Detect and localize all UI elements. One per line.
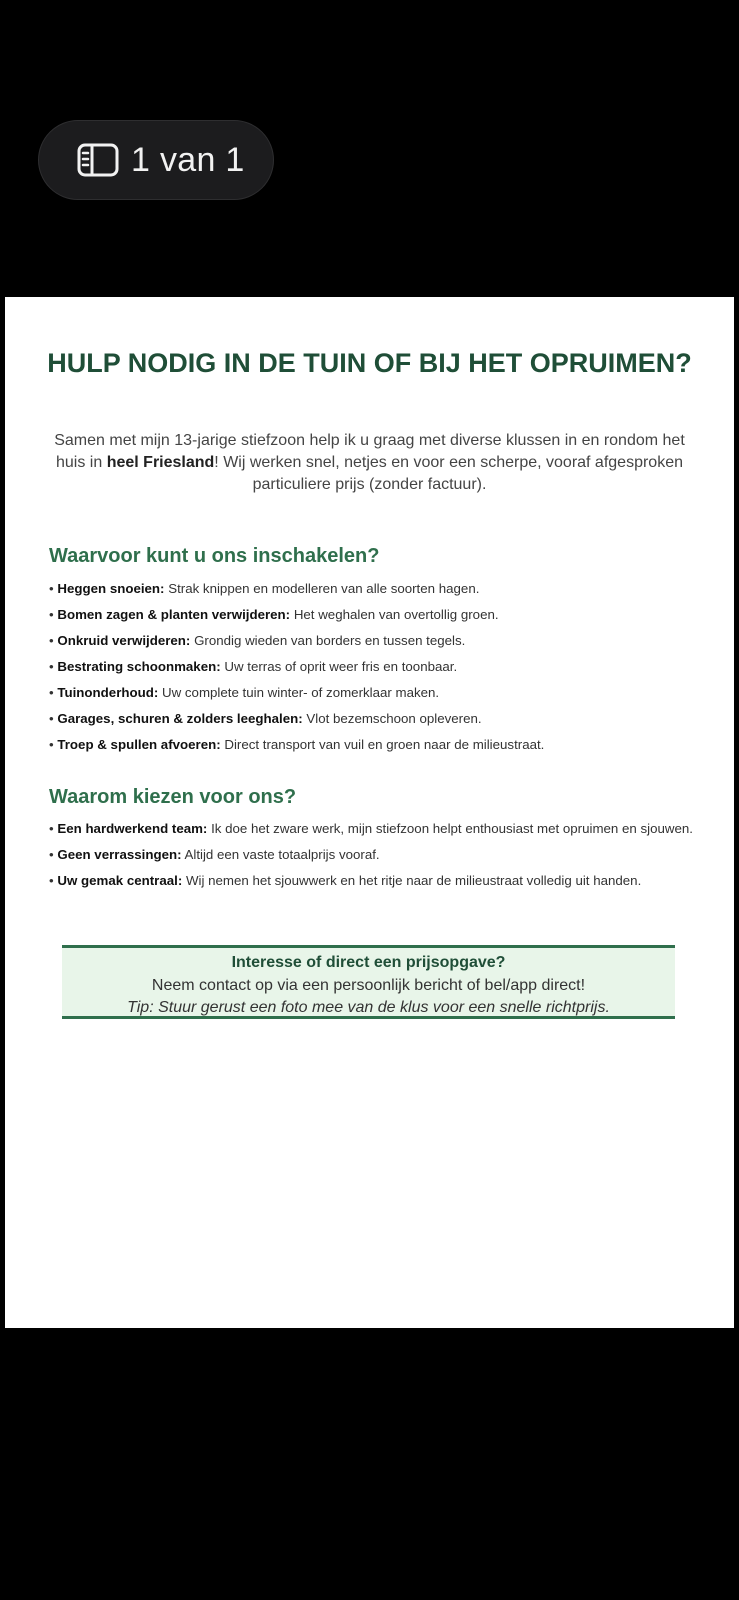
document-page (5, 297, 734, 1328)
list-item: • Tuinonderhoud: Uw complete tuin winter- of zomerklaar maken. (49, 685, 440, 700)
services-heading: Waarvoor kunt u ons inschakelen? (49, 545, 380, 567)
page-indicator-label: 1 van 1 (131, 140, 245, 179)
list-item: • Bestrating schoonmaken: Uw terras of oprit weer fris en toonbaar. (49, 659, 458, 674)
document-title: HULP NODIG IN DE TUIN OF BIJ HET OPRUIMEN? (47, 348, 692, 378)
why-heading: Waarom kiezen voor ons? (49, 786, 297, 808)
list-item: • Een hardwerkend team: Ik doe het zware werk, mijn stiefzoon helpt enthousiast met opruimen en sjouwen. (49, 821, 693, 836)
list-item: • Onkruid verwijderen: Grondig wieden van borders en tussen tegels. (49, 633, 466, 648)
cta-tip: Tip: Stuur gerust een foto mee van de klus voor een snelle richtprijs. (127, 999, 610, 1016)
list-item: • Uw gemak centraal: Wij nemen het sjouwwerk en het ritje naar de milieustraat volledig uit handen. (49, 873, 642, 888)
why-list (49, 820, 699, 890)
cta-title: Interesse of direct een prijsopgave? (231, 954, 506, 971)
intro-paragraph (53, 430, 686, 496)
list-item: • Heggen snoeien: Strak knippen en modelleren van alle soorten hagen. (49, 581, 480, 596)
cta-box (62, 945, 675, 1019)
intro-bold-region: heel Friesland (106, 454, 215, 471)
list-item: • Geen verrassingen: Altijd een vaste totaalprijs vooraf. (49, 847, 380, 862)
cta-contact-line: Neem contact op via een persoonlijk bericht of bel/app direct! (151, 977, 586, 994)
services-list (49, 580, 699, 754)
intro-text-2: ! Wij werken snel, netjes en voor een scherpe, vooraf afgesproken particuliere prijs (zonder factuur). (214, 454, 683, 493)
sidebar-pages-icon (77, 143, 119, 177)
list-item: • Troep & spullen afvoeren: Direct transport van vuil en groen naar de milieustraat. (49, 737, 545, 752)
list-item: • Bomen zagen & planten verwijderen: Het weghalen van overtollig groen. (49, 607, 499, 622)
intro-text-1: Samen met mijn 13-jarige stiefzoon help ik u graag met diverse klussen in en rondom het huis in (54, 432, 685, 471)
list-item: • Garages, schuren & zolders leeghalen: Vlot bezemschoon opleveren. (49, 711, 482, 726)
page-indicator-button[interactable] (38, 120, 274, 200)
